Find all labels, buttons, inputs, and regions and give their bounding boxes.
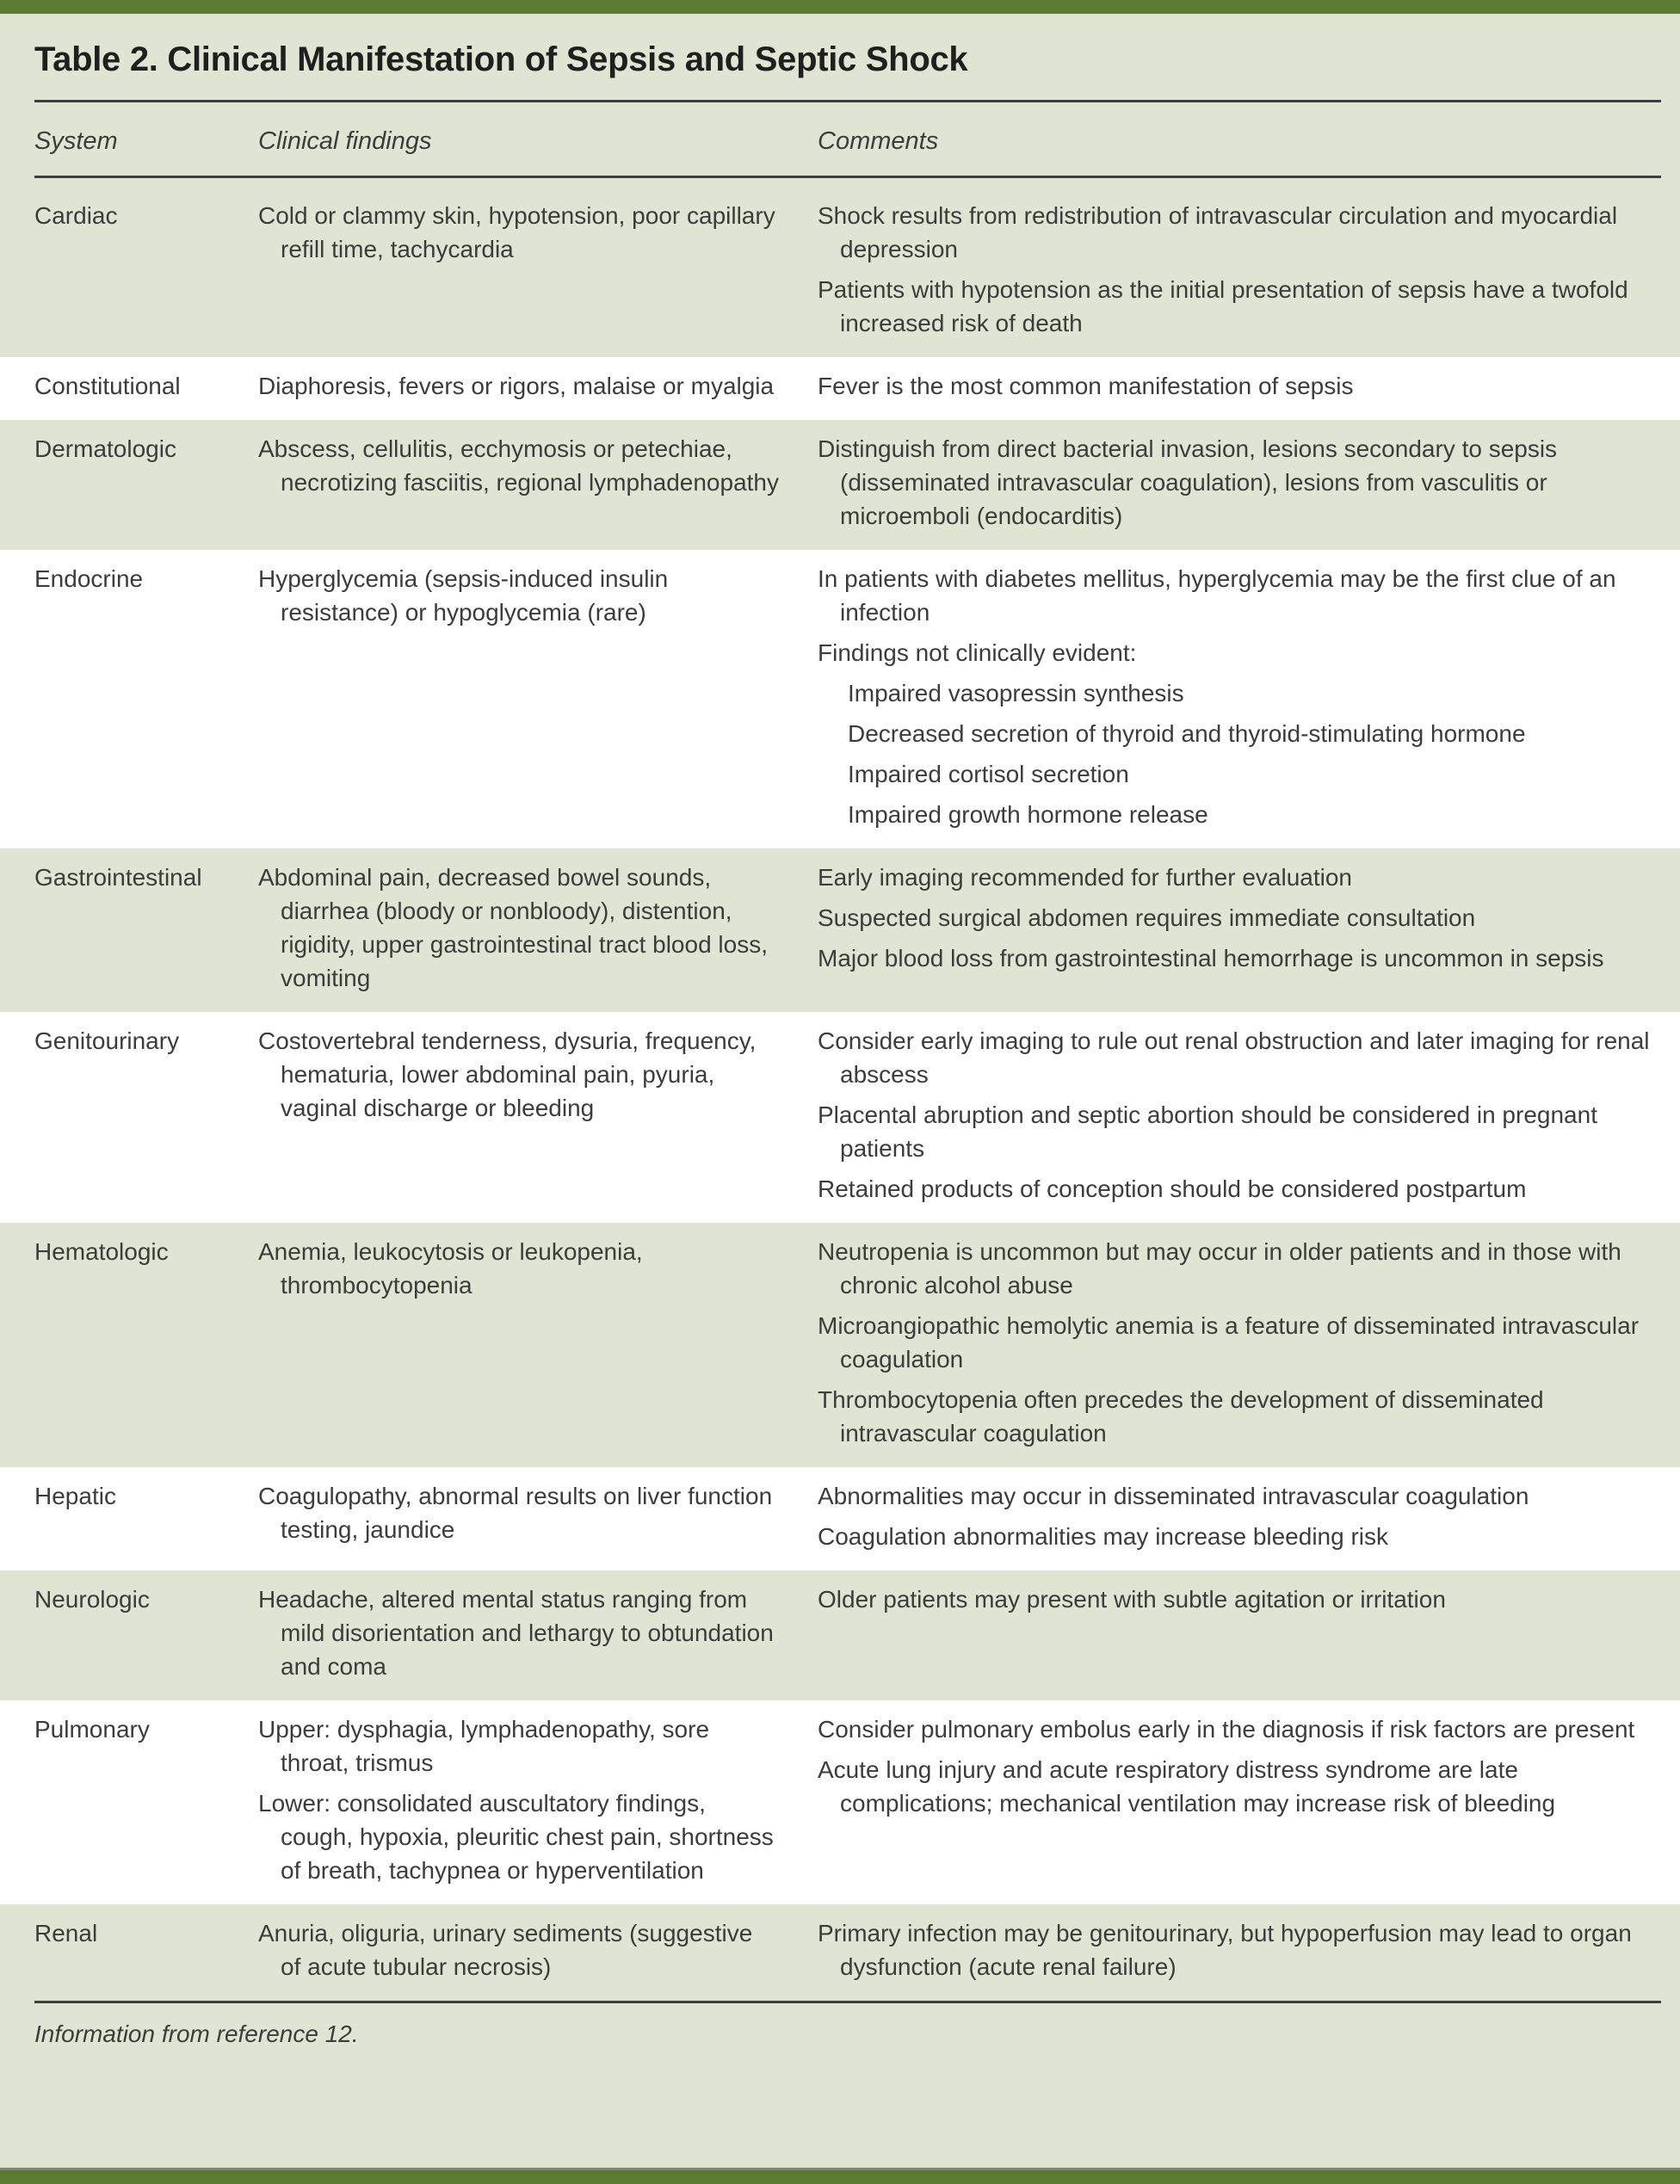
- system-cell: Hematologic: [34, 1237, 169, 1265]
- system-cell: Constitutional: [34, 372, 181, 399]
- finding-paragraph: Lower: consolidated auscultatory findings, cough, hypoxia, pleuritic chest pain, shortness of breath, tachypnea or hyperventilation: [258, 1789, 774, 1884]
- table-footnote: Information from reference 12.: [34, 2020, 359, 2047]
- comments-cell: [818, 1916, 1666, 1983]
- findings-cell: [258, 1582, 818, 1683]
- comment-paragraph: Impaired cortisol secretion: [848, 760, 1129, 787]
- finding-paragraph: Diaphoresis, fevers or rigors, malaise or myalgia: [258, 372, 775, 399]
- finding-paragraph: Upper: dysphagia, lymphadenopathy, sore throat, trismus: [258, 1715, 710, 1776]
- system-cell: Endocrine: [34, 565, 144, 592]
- finding-paragraph: Abscess, cellulitis, ecchymosis or petechiae, necrotizing fasciitis, regional lymphadenopathy: [258, 435, 779, 496]
- comments-cell: [818, 861, 1666, 995]
- system-cell: Hepatic: [34, 1482, 116, 1509]
- findings-cell: [258, 861, 818, 995]
- findings-cell: [258, 1916, 818, 1983]
- findings-cell: [258, 1479, 818, 1553]
- table-row: [0, 357, 1680, 420]
- system-cell: Cardiac: [34, 201, 118, 229]
- finding-paragraph: Hyperglycemia (sepsis-induced insulin resistance) or hypoglycemia (rare): [258, 565, 669, 626]
- comments-cell: [818, 369, 1666, 403]
- table-row: [0, 1904, 1680, 2001]
- column-header-clinical-findings: Clinical findings: [258, 127, 432, 155]
- finding-paragraph: Abdominal pain, decreased bowel sounds, diarrhea (bloody or nonbloody), distention, rigidity, upper gastrointestinal tract blood loss, vomiting: [258, 863, 768, 991]
- comments-cell: [818, 1235, 1666, 1450]
- comments-cell: [818, 562, 1666, 831]
- finding-paragraph: Anemia, leukocytosis or leukopenia, thrombocytopenia: [258, 1237, 643, 1299]
- comment-paragraph: Major blood loss from gastrointestinal hemorrhage is uncommon in sepsis: [818, 944, 1604, 972]
- title-section: [0, 14, 1680, 100]
- page-title: Table 2. Clinical Manifestation of Sepsis and Septic Shock: [34, 40, 968, 78]
- column-header-row: [0, 102, 1680, 176]
- table-row: [0, 848, 1680, 1012]
- table-row: [0, 420, 1680, 550]
- system-cell: Renal: [34, 1919, 98, 1946]
- column-header-comments: Comments: [818, 127, 939, 155]
- comment-paragraph: Neutropenia is uncommon but may occur in older patients and in those with chronic alcohol abuse: [818, 1237, 1621, 1299]
- system-cell: Gastrointestinal: [34, 863, 202, 891]
- table-row: [0, 1700, 1680, 1904]
- comment-paragraph: Fever is the most common manifestation of sepsis: [818, 372, 1354, 399]
- comment-paragraph: Patients with hypotension as the initial presentation of sepsis have a twofold increased risk of death: [818, 275, 1628, 336]
- table-row: [0, 550, 1680, 848]
- header-divider: [34, 176, 1661, 178]
- finding-paragraph: Coagulopathy, abnormal results on liver function testing, jaundice: [258, 1482, 773, 1543]
- comment-paragraph: Consider pulmonary embolus early in the diagnosis if risk factors are present: [818, 1715, 1635, 1743]
- table-body: [0, 187, 1680, 2001]
- comment-paragraph: Decreased secretion of thyroid and thyroid-stimulating hormone: [848, 719, 1526, 747]
- comment-paragraph: Impaired vasopressin synthesis: [848, 679, 1184, 706]
- comment-paragraph: Shock results from redistribution of intravascular circulation and myocardial depression: [818, 201, 1618, 262]
- comment-paragraph: Microangiopathic hemolytic anemia is a feature of disseminated intravascular coagulation: [818, 1311, 1640, 1373]
- comments-cell: [818, 199, 1666, 340]
- system-cell: Dermatologic: [34, 435, 176, 462]
- system-cell: Neurologic: [34, 1585, 150, 1613]
- comments-cell: [818, 1582, 1666, 1683]
- findings-cell: [258, 199, 818, 340]
- findings-cell: [258, 369, 818, 403]
- comment-paragraph: Findings not clinically evident:: [818, 639, 1137, 666]
- comments-cell: [818, 1479, 1666, 1553]
- comment-paragraph: Coagulation abnormalities may increase bleeding risk: [818, 1522, 1389, 1550]
- findings-cell: [258, 562, 818, 831]
- comments-cell: [818, 1712, 1666, 1887]
- comment-paragraph: Suspected surgical abdomen requires immediate consultation: [818, 904, 1476, 931]
- comment-paragraph: Distinguish from direct bacterial invasion, lesions secondary to sepsis (disseminated intravascular coagulation), lesions from vasculitis or microemboli (endocarditis): [818, 435, 1558, 529]
- system-cell: Pulmonary: [34, 1715, 150, 1743]
- column-header-system: System: [34, 127, 118, 155]
- comment-paragraph: Acute lung injury and acute respiratory distress syndrome are late complications; mechanical ventilation may increase risk of bleeding: [818, 1755, 1556, 1817]
- comment-paragraph: Early imaging recommended for further evaluation: [818, 863, 1352, 891]
- finding-paragraph: Headache, altered mental status ranging from mild disorientation and lethargy to obtundation and coma: [258, 1585, 774, 1680]
- table-row: [0, 1012, 1680, 1223]
- findings-cell: [258, 1712, 818, 1887]
- top-border-bar: [0, 0, 1680, 14]
- findings-cell: [258, 432, 818, 533]
- comment-paragraph: Retained products of conception should be considered postpartum: [818, 1175, 1527, 1202]
- table-row: [0, 187, 1680, 357]
- bottom-spacer: [0, 2050, 1680, 2168]
- findings-cell: [258, 1235, 818, 1450]
- comment-paragraph: Older patients may present with subtle agitation or irritation: [818, 1585, 1446, 1613]
- comments-cell: [818, 1024, 1666, 1206]
- finding-paragraph: Costovertebral tenderness, dysuria, frequency, hematuria, lower abdominal pain, pyuria, vaginal discharge or bleeding: [258, 1027, 757, 1121]
- system-cell: Genitourinary: [34, 1027, 180, 1054]
- finding-paragraph: Cold or clammy skin, hypotension, poor capillary refill time, tachycardia: [258, 201, 775, 262]
- comment-paragraph: Consider early imaging to rule out renal obstruction and later imaging for renal abscess: [818, 1027, 1650, 1088]
- comments-cell: [818, 432, 1666, 533]
- table-row: [0, 1223, 1680, 1467]
- table-row: [0, 1467, 1680, 1570]
- findings-cell: [258, 1024, 818, 1206]
- bottom-border-bar: [0, 2168, 1680, 2184]
- finding-paragraph: Anuria, oliguria, urinary sediments (suggestive of acute tubular necrosis): [258, 1919, 753, 1980]
- comment-paragraph: Placental abruption and septic abortion should be considered in pregnant patients: [818, 1101, 1597, 1162]
- comment-paragraph: Impaired growth hormone release: [848, 800, 1208, 828]
- table-row: [0, 1570, 1680, 1700]
- comment-paragraph: Thrombocytopenia often precedes the development of disseminated intravascular coagulation: [818, 1385, 1544, 1447]
- comment-paragraph: Primary infection may be genitourinary, but hypoperfusion may lead to organ dysfunction (acute renal failure): [818, 1919, 1632, 1980]
- comment-paragraph: In patients with diabetes mellitus, hyperglycemia may be the first clue of an infection: [818, 565, 1616, 626]
- comment-paragraph: Abnormalities may occur in disseminated intravascular coagulation: [818, 1482, 1529, 1509]
